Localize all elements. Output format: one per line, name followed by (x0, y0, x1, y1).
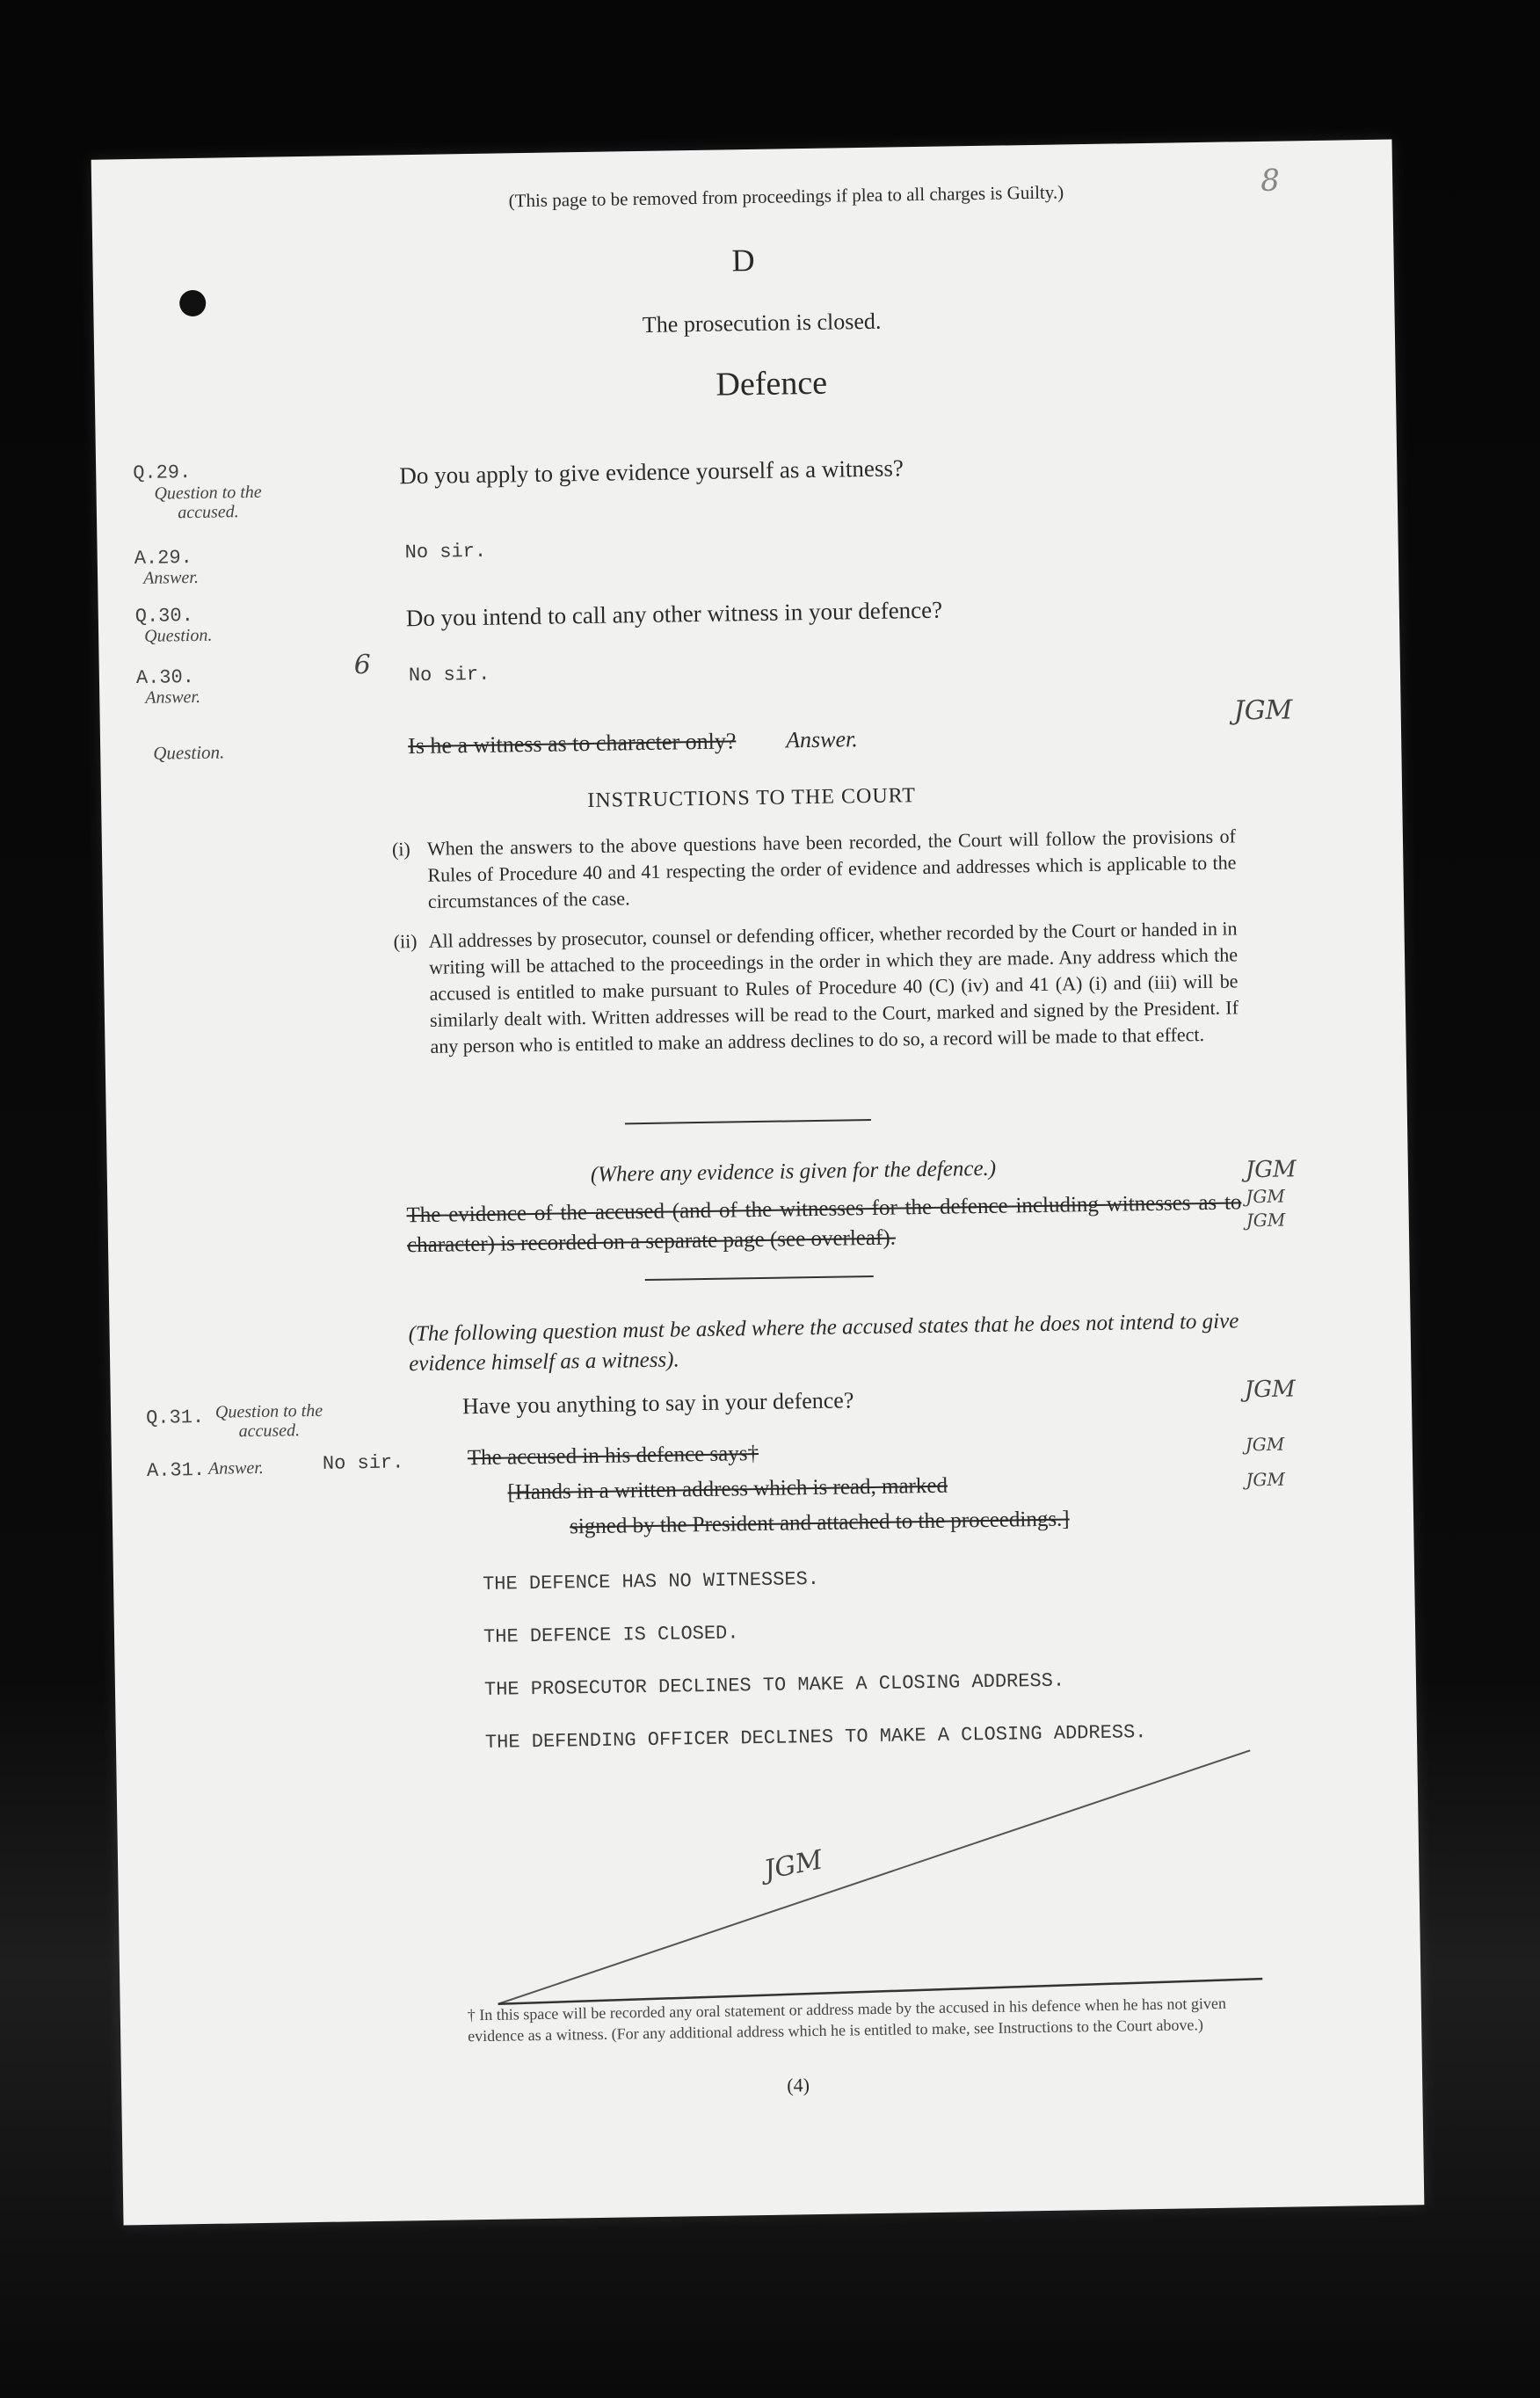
a30-label: Answer. (145, 687, 201, 708)
a30-text: No sir. (408, 663, 490, 687)
q31-note: (The following question must be asked where the accused states that he does not intend to give evidence himself as a witness). (408, 1309, 1239, 1377)
q29-text: Do you apply to give evidence yourself as a witness? (399, 454, 904, 490)
typed-statement-4: THE DEFENDING OFFICER DECLINES TO MAKE A CLOSING ADDRESS. (484, 1721, 1147, 1754)
footnote: † In this space will be recorded any oral statement or address made by the accused in his defence when he has not given evidence as a witness. (For any additional address which he is entitled to make, see Instructions to the Court above.) (467, 1994, 1227, 2046)
initials-4: JGM (1246, 1209, 1286, 1232)
instruction-text-2: All addresses by prosecutor, counsel or defending officer, whether recorded by the Court or handed in in writing will be attached to the proceedings in the order in which they are made. Any address which the accused is entitled to make pursuant to Rules of Procedure 40 (C) (iv) and 41 (A) (i) and (iii) will be similarly dealt with. Written addresses will be read to the Court, marked and signed by the President. If any person who is entitled to make an address declines to do so, a record will be made to that effect. (428, 917, 1239, 1057)
evidence-struck: The evidence of the accused (and of the witnesses for the defence including witnesses as to character) is recorded on a separate page (see overleaf). (406, 1190, 1242, 1258)
instruction-text-1: When the answers to the above questions have been recorded, the Court will follow the provisions of Rules of Procedure 40 and 41 respecting the order of evidence and addresses which is applicable to the circumstances of the case. (426, 825, 1237, 912)
character-question-label: Question. (153, 741, 225, 764)
section-letter: D (731, 242, 755, 279)
page-ref-mark: 8 (1260, 163, 1281, 199)
initials-5: JGM (1244, 1376, 1296, 1404)
initials-3: JGM (1246, 1185, 1285, 1208)
a29-label: Answer. (142, 567, 200, 588)
prosecution-closed: The prosecution is closed. (642, 308, 882, 338)
initials-6: JGM (1245, 1433, 1285, 1456)
a31-typed: No sir. (322, 1451, 404, 1475)
q30-code: Q.30. (134, 605, 194, 629)
q31-text: Have you anything to say in your defence? (461, 1387, 854, 1420)
initials-2: JGM (1245, 1156, 1297, 1184)
closing-diagonal-line (91, 140, 1425, 2226)
instructions-title: INSTRUCTIONS TO THE COURT (587, 784, 917, 812)
a31-code: A.31. (146, 1458, 206, 1482)
q30-label: Question. (143, 625, 213, 646)
q31-code: Q.31. (145, 1406, 205, 1429)
typed-statement-2: THE DEFENCE IS CLOSED. (483, 1622, 739, 1648)
instruction-num-1: (i) (391, 838, 410, 861)
character-question-text: Is he a witness as to character only? (407, 728, 737, 759)
a30-code: A.30. (135, 666, 195, 690)
page-number: (4) (787, 2074, 810, 2096)
initials-1: JGM (1233, 694, 1293, 727)
a31-struck-line-3: signed by the President and attached to the proceedings.] (569, 1507, 1070, 1539)
a29-text: No sir. (404, 540, 487, 564)
typed-statement-3: THE PROSECUTOR DECLINES TO MAKE A CLOSING ADDRESS. (483, 1669, 1065, 1701)
a31-label: Answer. (207, 1457, 265, 1479)
a29-code: A.29. (134, 547, 192, 570)
q30-text: Do you intend to call any other witness in your defence? (405, 596, 943, 632)
typed-statement-1: THE DEFENCE HAS NO WITNESSES. (482, 1567, 820, 1595)
defence-title: Defence (716, 364, 828, 403)
instruction-num-2: (ii) (393, 930, 418, 953)
a31-struck-line-2: [Hands in a written address which is read, marked (507, 1473, 948, 1505)
a30-margin-mark: 6 (353, 649, 372, 681)
document-page (91, 140, 1425, 2226)
q31-label: Question to the accused. (214, 1400, 323, 1442)
character-answer-label: Answer. (785, 726, 858, 753)
removal-note: (This page to be removed from proceedings if plea to all charges is Guilty.) (508, 181, 1064, 212)
q29-label: Question to the accused. (154, 482, 262, 523)
evidence-note: (Where any evidence is given for the defence.) (590, 1156, 997, 1187)
q29-code: Q.29. (133, 461, 192, 485)
initials-7: JGM (1246, 1468, 1286, 1491)
a31-struck-line-1: The accused in his defence says† (467, 1442, 759, 1471)
initials-8: JGM (761, 1844, 825, 1886)
